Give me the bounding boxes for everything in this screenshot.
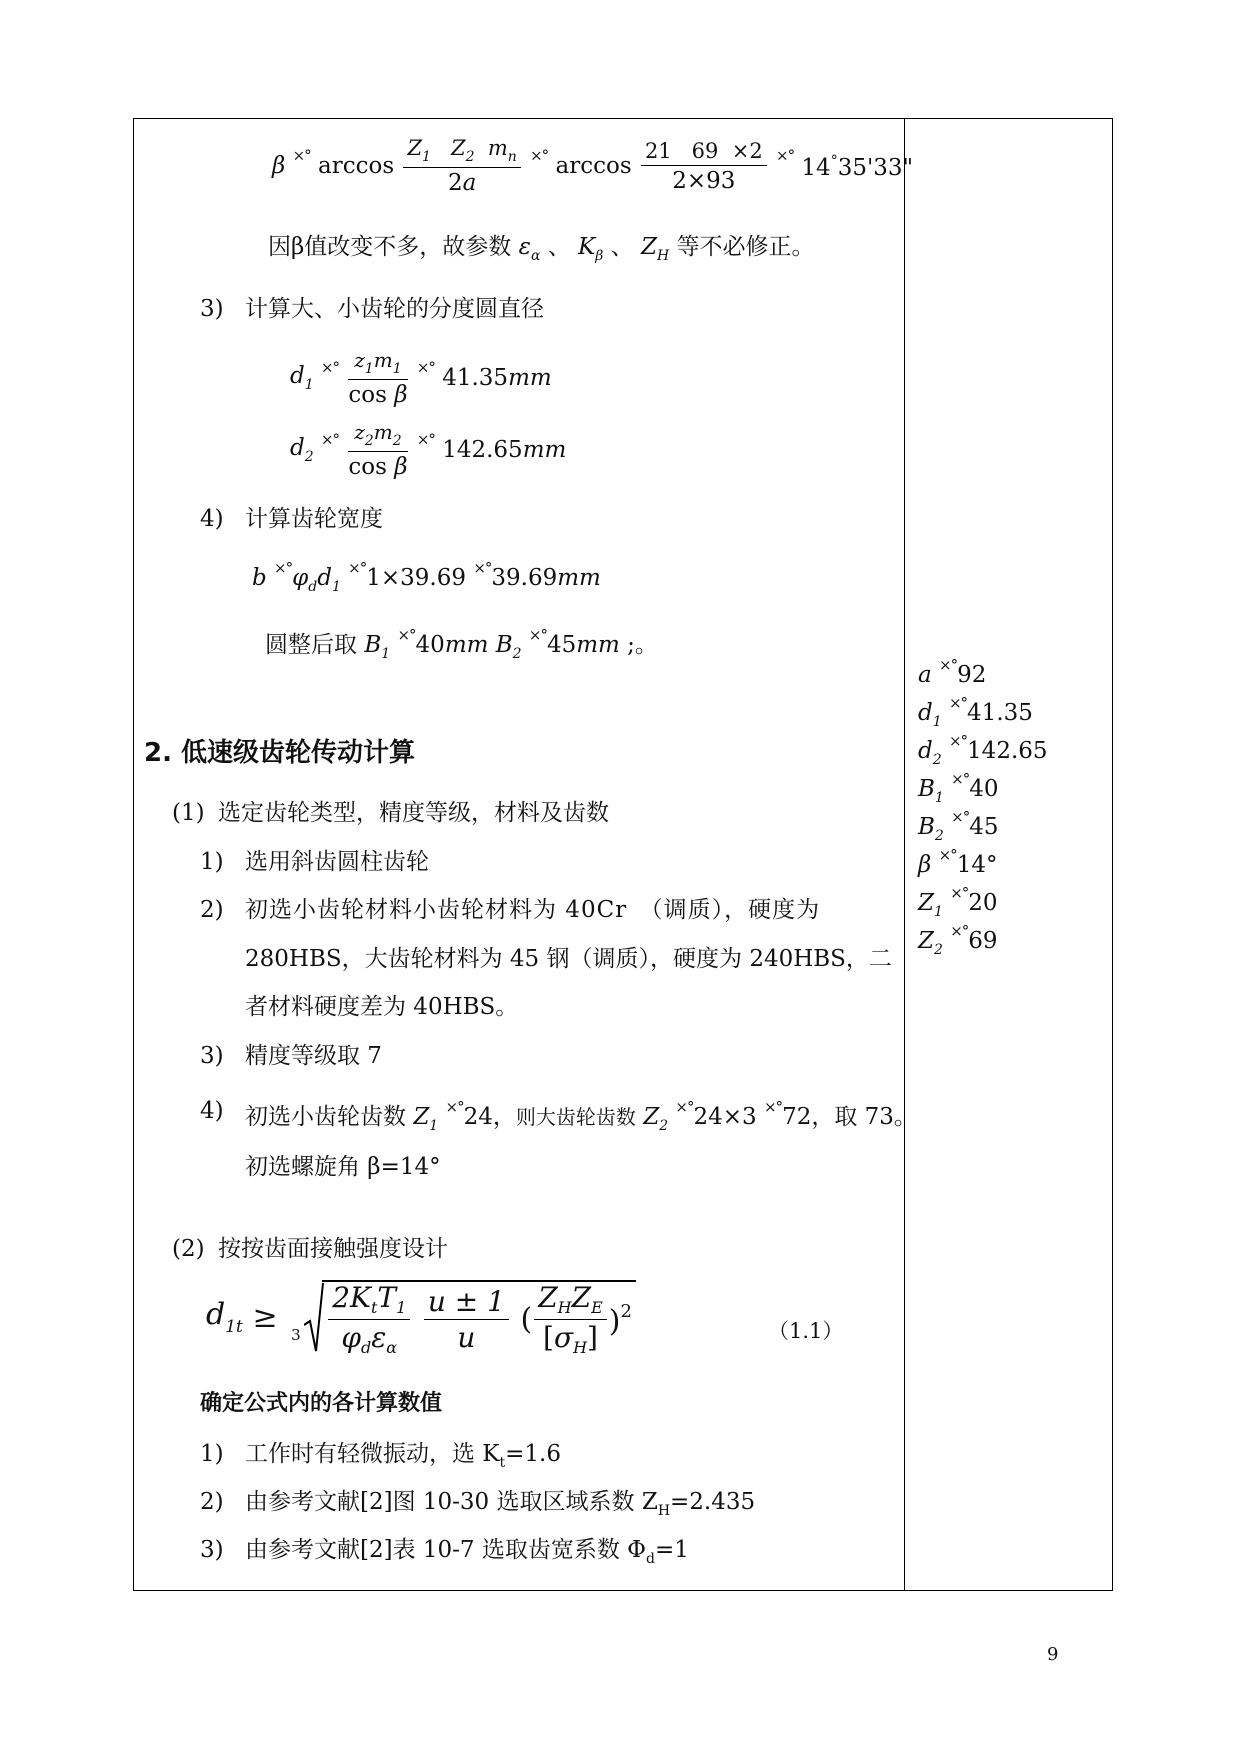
side-a: a ×°92 bbox=[918, 656, 987, 688]
calc-3-num: 3) bbox=[200, 1537, 224, 1563]
calc-2-text: 由参考文献[2]图 10-30 选取区域系数 $Z_H=2.435$ bbox=[245, 1489, 756, 1519]
d1-formula: $d_1$ ×° $\frac{z_1m_1}{\text{cos β}}$ ×° 41.35mm bbox=[290, 348, 552, 408]
sub1-label: (1) bbox=[172, 800, 205, 826]
item-1-num: 1) bbox=[200, 849, 224, 875]
beta-formula: β ×° arccos $\frac{Z_1 Z_2 m_n}{2a}$ ×° arccos $\frac{21 69 \times 2}{2\times 93}$ ×° 14°35'33" bbox=[272, 136, 914, 196]
step4-label: 4) bbox=[200, 506, 224, 532]
side-d2: $d_2$ ×°142.65 bbox=[918, 732, 1048, 768]
item-1-text: 选用斜齿圆柱齿轮 bbox=[245, 849, 429, 875]
step3-text: 计算大、小齿轮的分度圆直径 bbox=[245, 296, 544, 322]
page-number: 9 bbox=[1047, 1644, 1059, 1665]
sub1-text: 选定齿轮类型，精度等级，材料及齿数 bbox=[218, 800, 609, 826]
determine-title: 确定公式内的各计算数值 bbox=[200, 1391, 443, 1416]
side-b2: $B_2$ ×°45 bbox=[918, 808, 999, 844]
calc-3-text: 由参考文献[2]表 10-7 选取齿宽系数 $\Phi_d=1$ bbox=[245, 1537, 689, 1567]
column-divider bbox=[904, 118, 905, 1591]
item-2-text: 初选小齿轮材料小齿轮材料为 40Cr （调质），硬度为 bbox=[245, 897, 821, 923]
side-z2: $Z_2$ ×°69 bbox=[918, 922, 998, 958]
calc-1-num: 1) bbox=[200, 1441, 224, 1467]
item-4-cont: 初选螺旋角 β=14° bbox=[245, 1154, 441, 1180]
sub2-text: 按按齿面接触强度设计 bbox=[218, 1236, 448, 1262]
calc-2-num: 2) bbox=[200, 1489, 224, 1515]
item-4-text: 初选小齿轮齿数 $Z_1$ ×°24，则大齿轮齿数 $Z_2$ ×°24×3 ×°72，取 73。 bbox=[245, 1098, 917, 1134]
design-formula: $d_{1t} \ge _3$ $\frac{2K_tT_1}{\varphi_d\varepsilon_\alpha}$ $\frac{u \pm 1}{u}$ ( $\frac{Z_HZ_E}{[\sigma_H]}$ )$^2$ bbox=[206, 1280, 636, 1356]
section2-title: 2. 低速级齿轮传动计算 bbox=[144, 738, 416, 768]
d2-formula: $d_2$ ×° $\frac{z_2m_2}{\text{cos β}}$ ×° 142.65mm bbox=[290, 420, 567, 480]
step4-text: 计算齿轮宽度 bbox=[245, 506, 383, 532]
sub2-label: (2) bbox=[172, 1236, 205, 1262]
item-4-num: 4) bbox=[200, 1098, 224, 1124]
radical-sign bbox=[304, 1281, 324, 1355]
formula-label: （1.1） bbox=[768, 1319, 844, 1343]
beta-note: 因β值改变不多，故参数 $\varepsilon_\alpha$ 、 $K_\beta$ 、 $Z_H$ 等不必修正。 bbox=[268, 234, 815, 264]
item-2-cont2: 者材料硬度差为 40HBS。 bbox=[245, 994, 519, 1020]
side-d1: $d_1$ ×°41.35 bbox=[918, 694, 1033, 730]
item-3-text: 精度等级取 7 bbox=[245, 1043, 382, 1069]
calc-1-text: 工作时有轻微振动，选 $K_t=1.6$ bbox=[245, 1441, 561, 1471]
item-2-cont1: 280HBS，大齿轮材料为 45 钢（调质），硬度为 240HBS，二 bbox=[245, 946, 892, 972]
item-3-num: 3) bbox=[200, 1043, 224, 1069]
round-text: 圆整后取 $B_1$ ×°40mm $B_2$ ×°45mm ;。 bbox=[265, 626, 658, 662]
side-b1: $B_1$ ×°40 bbox=[918, 770, 999, 806]
beta-frac1: $\frac{Z_1 Z_2 m_n}{2a}$ bbox=[403, 138, 520, 195]
item-2-num: 2) bbox=[200, 897, 224, 923]
step3-label: 3) bbox=[200, 296, 224, 322]
b-formula: b $^{\times^\circ}\varphi_dd_1$ ×°1×39.69 ×°39.69mm bbox=[252, 559, 601, 595]
side-beta: β ×°14° bbox=[918, 846, 998, 878]
beta-frac2: $\frac{21 69 \times 2}{2\times 93}$ bbox=[641, 141, 767, 193]
side-z1: $Z_1$ ×°20 bbox=[918, 884, 998, 920]
